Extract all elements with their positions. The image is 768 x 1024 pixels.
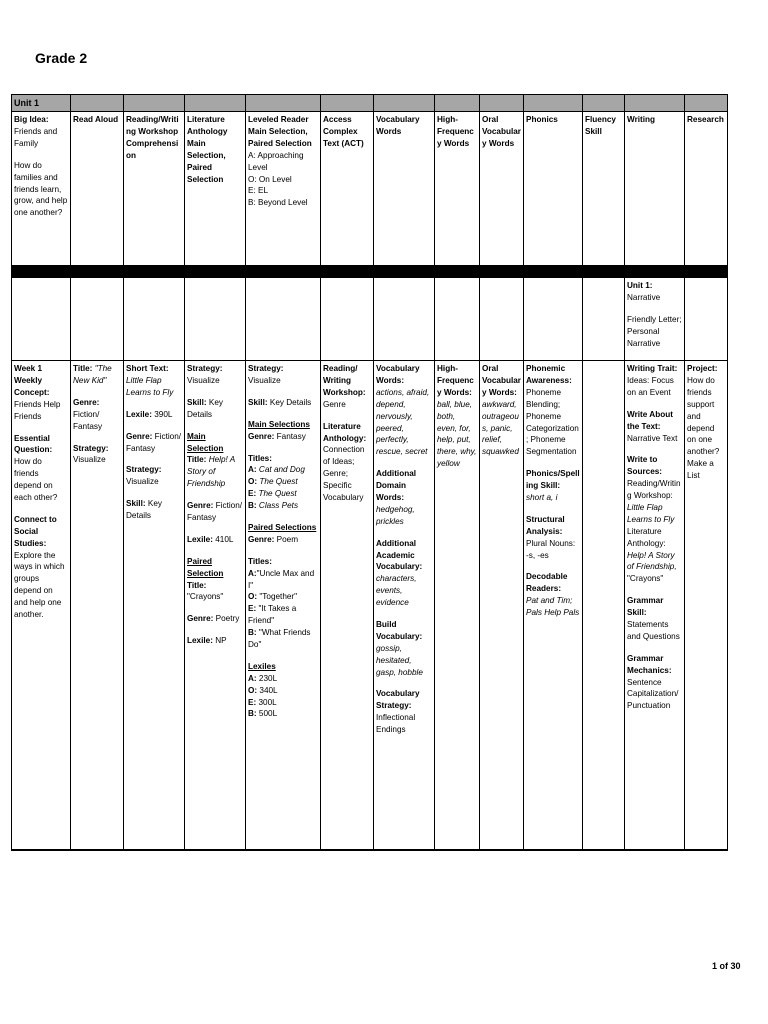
rww-strategy-value: Visualize [126,477,159,487]
vocab-academic-value: characters, events, evidence [376,574,417,608]
week-1-row [12,361,728,850]
act-rww-value: Genre [323,399,346,409]
week-1-act-cell [321,361,374,850]
act-la-value: Connection of Ideas; Genre; Specific Vocabulary [323,445,365,502]
weekly-concept-value: Friends Help Friends [14,399,61,421]
research-project-label: Project: [687,364,718,374]
lr-lexile-item: E: 300L [248,697,277,707]
header-act: Access Complex Text (ACT) [321,112,374,266]
rww-genre-value: Fiction/ Fantasy [126,431,182,453]
write-sources-la-paired: "Crayons" [627,574,664,584]
la-paired-genre-value: Poetry [215,614,240,624]
write-sources-la: Literature Anthology: [627,526,666,548]
unit-label: Unit 1 [12,95,71,112]
phonemic-awareness-label: Phonemic Awareness: [526,364,572,385]
vocab-academic-label: Additional Academic Vocabulary: [376,538,423,572]
phonics-spelling-value: short a, i [526,492,558,502]
week-1-lit-anthology-cell [185,361,246,850]
week-1-read-aloud-cell [71,361,124,850]
grammar-mechanics-value: Sentence Capitalization/ Punctuation [627,677,679,711]
la-main-genre-label: Genre: [187,501,214,511]
unit-writing-row [12,278,728,361]
curriculum-table [11,94,728,851]
rww-lexile-label: Lexile: [126,409,152,419]
structural-analysis-label: Structural Analysis: [526,514,565,536]
decodable-readers-label: Decodable Readers: [526,572,568,594]
rww-lexile-value: 390L [154,409,173,419]
lr-main-genre-label: Genre: [248,431,275,441]
header-fluency-skill: Fluency Skill [583,112,625,266]
lr-paired-title-item: A:"Uncle Max and I" [248,568,315,590]
header-phonics: Phonics [524,112,583,266]
write-sources-rww: Reading/Writing Workshop: [627,479,681,501]
la-skill-value: Key Details [187,397,223,419]
header-leveled-reader-o: O: On Level [248,174,292,184]
header-leveled-reader-a: A: Approaching Level [248,150,304,172]
ra-strategy-value: Visualize [73,455,106,465]
essential-question-label: Essential Question: [14,433,53,455]
lr-paired-title-item: E: "It Takes a Friend" [248,604,297,626]
write-sources-la-title: Help! A Story of Friendship, [627,550,677,572]
header-leveled-reader-e: E: EL [248,186,269,196]
header-research: Research [685,112,728,266]
lr-lexile-item: B: 500L [248,709,278,719]
la-strategy-value: Visualize [187,375,220,385]
la-paired-title-value: "Crayons" [187,592,224,602]
header-leveled-reader [246,112,321,266]
lr-lexiles-label: Lexiles [248,661,276,671]
week-1-vocabulary-cell [374,361,435,850]
lr-skill-value: Key Details [269,397,312,407]
header-leveled-reader-b: B: Beyond Level [248,198,308,208]
oral-value: awkward, outrageous, panic, relief, squawked [482,399,519,457]
week-1-high-frequency-cell [435,361,480,850]
lr-paired-selections-label: Paired Selections [248,522,317,532]
header-writing: Writing [625,112,685,266]
write-about-label: Write About the Text: [627,409,673,431]
header-literature-anthology [185,112,246,266]
rww-short-text-value: Little Flap Learns to Fly [126,375,174,397]
act-la-label: Literature Anthology: [323,421,367,443]
big-idea-cell [12,112,71,266]
week-label: Week 1 [14,364,43,374]
essential-question-value: How do friends depend on each other? [14,457,58,502]
rww-skill-value: Key Details [126,499,162,521]
vocab-build-label: Build Vocabulary: [376,619,423,641]
write-about-value: Narrative Text [627,433,678,443]
vocab-domain-label: Additional Domain Words: [376,469,417,502]
header-oral-vocabulary-words: Oral Vocabulary Words [480,112,524,266]
unit-writing-label: Unit 1: [627,281,653,291]
column-header-row [12,112,728,266]
lr-paired-genre-value: Poem [276,534,299,544]
la-paired-selection-label: Paired Selection [187,556,224,578]
ra-title-label: Title: [73,364,93,374]
grammar-skill-label: Grammar Skill: [627,596,664,618]
vocab-words-value: actions, afraid, depend, nervously, peered, perfectly, rescue, secret [376,387,430,457]
la-strategy-label: Strategy: [187,364,223,374]
la-paired-lexile-value: NP [215,636,227,646]
la-paired-genre-label: Genre: [187,614,214,624]
header-reading-writing-workshop: Reading/Writing Workshop Comprehension [124,112,185,266]
week-1-oral-vocabulary-cell [480,361,524,850]
act-rww-label: Reading/ Writing Workshop: [323,364,366,397]
header-vocabulary-words: Vocabulary Words [374,112,435,266]
page-number: 1 of 30 [712,961,741,971]
week-1-leveled-reader-cell [246,361,321,850]
decodable-readers-value: Pat and Tim; Pals Help Pals [526,596,580,618]
header-high-frequency-words: High-Frequency Words [435,112,480,266]
vocab-domain-value: hedgehog, prickles [376,504,415,526]
lr-titles-label: Titles: [248,453,272,463]
lr-title-item: A: Cat and Dog [248,465,305,475]
unit-writing-cell [625,278,685,361]
la-main-lexile-value: 410L [215,534,234,544]
ra-title-value: "The New Kid" [73,364,112,385]
lr-lexile-item: O: 340L [248,685,278,695]
la-main-lexile-label: Lexile: [187,534,213,544]
la-paired-lexile-label: Lexile: [187,636,213,646]
grammar-mechanics-label: Grammar Mechanics: [627,653,672,675]
vocab-strategy-value: Inflectional Endings [376,713,416,735]
weekly-concept-label: Weekly Concept: [14,375,50,397]
phonics-spelling-label: Phonics/Spelling Skill: [526,469,580,491]
rww-skill-label: Skill: [126,499,146,509]
la-main-title-value: Help! A Story of Friendship [187,455,235,489]
vocab-build-value: gossip, hesitated, gasp, hobble [376,643,423,677]
big-idea-text: Friends and Family [14,126,58,148]
la-main-genre-value: Fiction/ Fantasy [187,501,243,522]
ra-genre-label: Genre: [73,397,100,407]
la-skill-label: Skill: [187,397,207,407]
lr-paired-genre-label: Genre: [248,534,275,544]
unit-writing-forms: Friendly Letter; Personal Narrative [627,314,682,348]
header-literature-anthology-title: Literature Anthology [187,115,228,136]
hf-label: High-Frequency Words: [437,364,474,397]
lr-title-item: B: Class Pets [248,501,299,511]
lr-title-item: O: The Quest [248,477,298,487]
unit-writing-value: Narrative [627,292,661,302]
header-literature-anthology-sub: Main Selection, Paired Selection [187,138,226,184]
social-studies-label: Connect to Social Studies: [14,514,57,548]
lr-strategy-label: Strategy: [248,364,284,374]
week-1-rww-cell [124,361,185,850]
vocab-strategy-label: Vocabulary Strategy: [376,689,420,711]
rww-strategy-label: Strategy: [126,465,162,475]
hf-value: ball, blue, both, even, for, help, put, there, why, yellow [437,399,477,469]
header-leveled-reader-title: Leveled Reader Main Selection, Paired Selection [248,115,312,148]
writing-trait-label: Writing Trait: [627,364,678,374]
lr-main-genre-value: Fantasy [276,431,306,441]
vocab-words-label: Vocabulary Words: [376,364,420,385]
la-main-selection-label: Main Selection [187,431,224,453]
write-sources-label: Write to Sources: [627,455,663,477]
rww-genre-label: Genre: [126,431,153,441]
page-title: Grade 2 [35,50,88,66]
la-main-title-label: Title: [187,455,207,465]
structural-analysis-value: Plural Nouns: -s, -es [526,538,576,560]
big-idea-question: How do families and friends learn, grow, and help one another? [14,160,68,218]
research-project-value: How do friends support and depend on one another? Make a List [687,375,720,481]
rww-short-text-label: Short Text: [126,364,169,374]
lr-paired-title-item: B: "What Friends Do" [248,628,311,649]
ra-genre-value: Fiction/ Fantasy [73,409,103,431]
phonemic-awareness-value: Phoneme Blending; Phoneme Categorization; Phoneme Segmentation [526,387,579,457]
unit-header-row [12,95,728,112]
write-sources-rww-title: Little Flap Learns to Fly [627,502,675,524]
lr-title-item: E: The Quest [248,489,297,499]
big-idea-label: Big Idea: [14,115,49,125]
lr-strategy-value: Visualize [248,375,281,385]
divider-row [12,266,728,278]
week-1-research-cell [685,361,728,850]
lr-lexile-item: A: 230L [248,673,278,683]
week-1-fluency-cell [583,361,625,850]
week-1-writing-cell [625,361,685,850]
grammar-skill-value: Statements and Questions [627,619,680,641]
lr-skill-label: Skill: [248,397,268,407]
la-paired-title-label: Title: [187,580,207,590]
lr-main-selections-label: Main Selections [248,419,310,429]
week-1-overview-cell [12,361,71,850]
social-studies-value: Explore the ways in which groups depend on and help one another. [14,550,65,619]
week-1-phonics-cell [524,361,583,850]
lr-paired-titles-label: Titles: [248,556,272,566]
oral-label: Oral Vocabulary Words: [482,364,521,397]
header-read-aloud: Read Aloud [71,112,124,266]
writing-trait-value: Ideas: Focus on an Event [627,375,674,397]
ra-strategy-label: Strategy: [73,443,109,453]
lr-paired-title-item: O: "Together" [248,592,298,602]
